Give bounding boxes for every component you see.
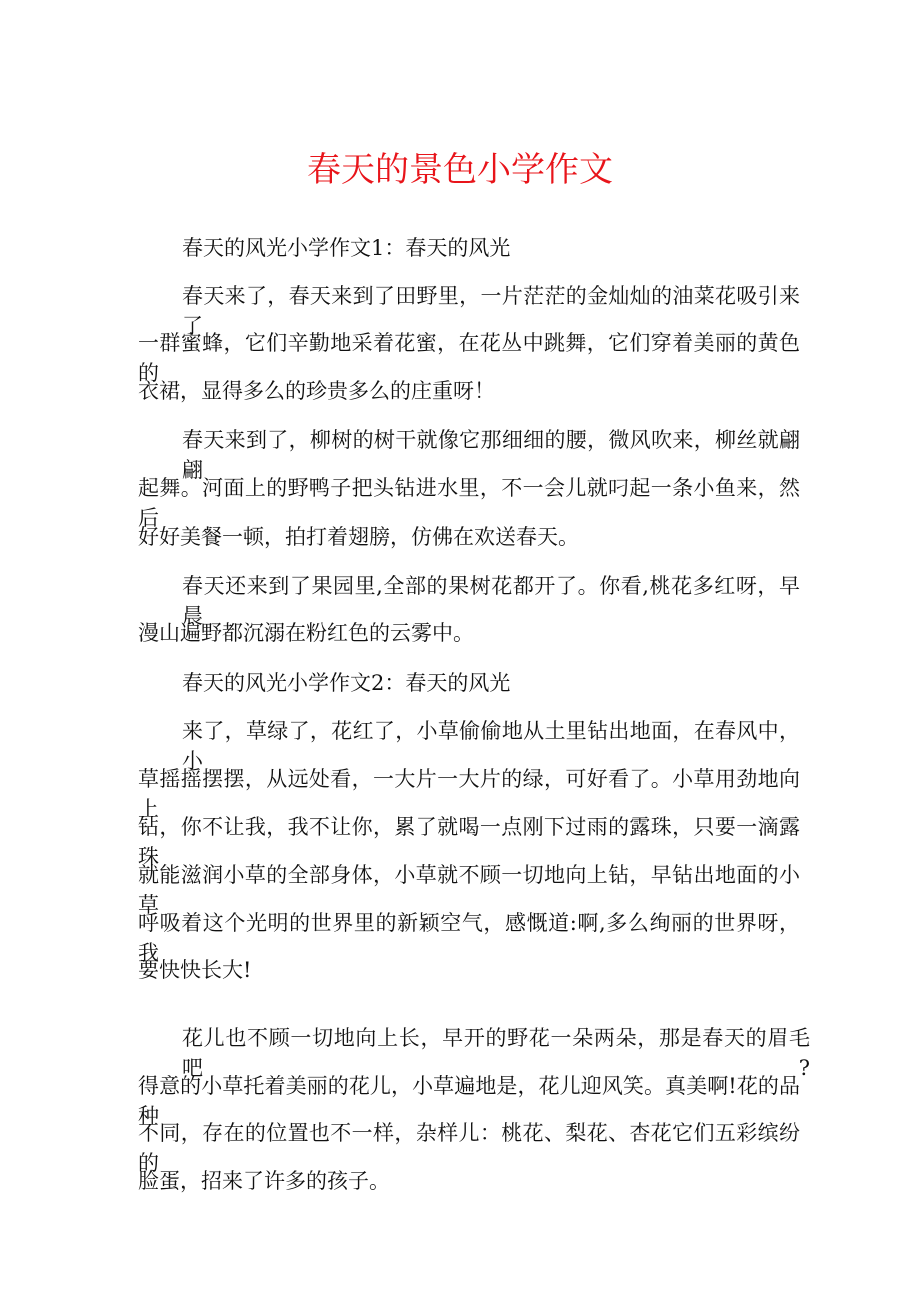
paragraph-line: 漫山遍野都沉溺在粉红色的云雾中。	[138, 621, 474, 645]
section-heading: 春天的风光小学作文1：春天的风光	[182, 236, 511, 260]
section-heading: 春天的风光小学作文2：春天的风光	[182, 671, 511, 695]
paragraph-line: 呼吸着这个光明的世界里的新颖空气，感慨道:啊,多么绚丽的世界呀，我	[138, 911, 800, 965]
paragraph-line: 起舞。河面上的野鸭子把头钻进水里，不一会儿就叼起一条小鱼来，然后	[138, 476, 800, 530]
document-title: 春天的景色小学作文	[307, 150, 613, 190]
paragraph-line: 来了，草绿了，花红了，小草偷偷地从土里钻出地面，在春风中，小	[182, 719, 800, 773]
paragraph-line: 一群蜜蜂，它们辛勤地采着花蜜，在花丛中跳舞，它们穿着美丽的黄色的	[138, 331, 800, 385]
paragraph-line: 得意的小草托着美丽的花儿，小草遍地是，花儿迎风笑。真美啊!花的品种	[138, 1074, 800, 1128]
paragraph-line: 春天来了，春天来到了田野里，一片茫茫的金灿灿的油菜花吸引来了	[182, 284, 800, 338]
paragraph-line: 春天还来到了果园里,全部的果树花都开了。你看,桃花多红呀，早晨	[182, 574, 800, 628]
paragraph-line: 好好美餐一顿，拍打着翅膀，仿佛在欢送春天。	[138, 525, 579, 549]
paragraph-line: 钻，你不让我，我不让你，累了就喝一点刚下过雨的露珠，只要一滴露珠	[138, 815, 800, 869]
paragraph-line: 要快快长大!	[138, 958, 252, 982]
paragraph-line: 就能滋润小草的全部身体，小草就不顾一切地向上钻，早钻出地面的小草	[138, 863, 800, 917]
paragraph-line: 脸蛋，招来了许多的孩子。	[138, 1169, 390, 1193]
paragraph-line: 春天来到了，柳树的树干就像它那细细的腰，微风吹来，柳丝就翩翩	[182, 428, 800, 482]
paragraph-line: 花儿也不顾一切地向上长，早开的野花一朵两朵，那是春天的眉毛吧?	[182, 1026, 810, 1080]
paragraph-line: 不同，存在的位置也不一样，杂样儿：桃花、梨花、杏花它们五彩缤纷的	[138, 1121, 800, 1175]
paragraph-line: 衣裙，显得多么的珍贵多么的庄重呀！	[138, 379, 495, 403]
paragraph-line: 草摇摇摆摆，从远处看，一大片一大片的绿，可好看了。小草用劲地向上	[138, 767, 800, 821]
